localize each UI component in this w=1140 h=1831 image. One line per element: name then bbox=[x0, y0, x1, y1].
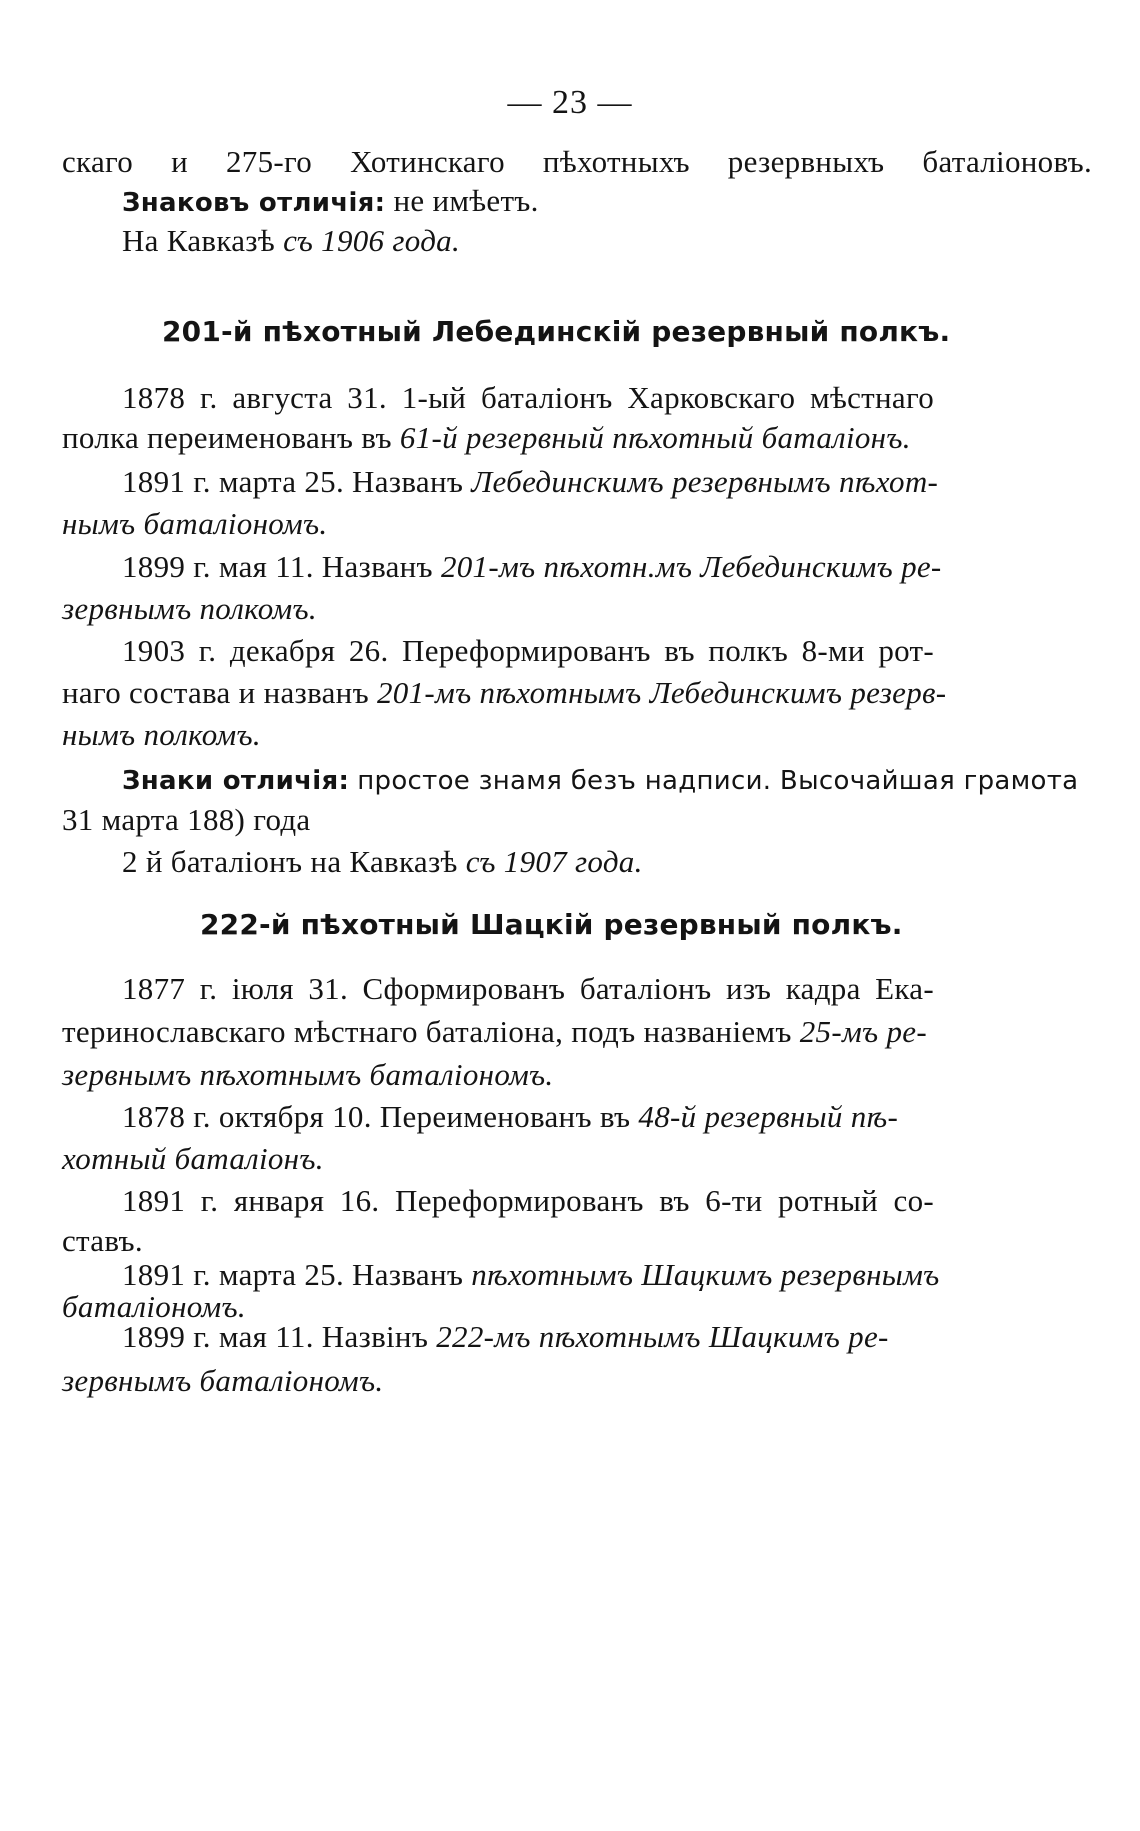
text-line bbox=[122, 548, 942, 586]
text-line bbox=[122, 222, 460, 260]
text-line bbox=[122, 1318, 889, 1356]
italic-span: 25-мъ ре- bbox=[799, 1014, 927, 1049]
italic-span: Лебединскимъ резервнымъ пѣхот- bbox=[471, 464, 939, 499]
text-line bbox=[122, 760, 1078, 800]
italic-span: 201-мъ пѣхотнымъ Лебединскимъ резерв- bbox=[376, 675, 947, 710]
text-span: 1899 г. мая 11. Названъ bbox=[122, 549, 433, 584]
text-line: 1891 г. января 16. Переформированъ въ 6-ти ротный со- bbox=[122, 1183, 934, 1218]
italic-line: зервнымъ пѣхотнымъ баталіономъ. bbox=[62, 1057, 554, 1092]
text-line: 31 марта 188) года bbox=[62, 802, 311, 837]
text-line bbox=[62, 419, 911, 457]
text-span: не имѣетъ. bbox=[393, 183, 539, 218]
text-span: 1878 г. октября 10. Переименованъ въ bbox=[122, 1099, 631, 1134]
text-line bbox=[122, 843, 643, 881]
text-span: 1899 г. мая 11. Назвiнъ bbox=[122, 1319, 429, 1354]
italic-span: съ 1907 года. bbox=[465, 844, 643, 879]
italic-line: хотный баталіонъ. bbox=[62, 1141, 324, 1176]
text-span: простое знамя безъ надписи. Высочайшая грамота bbox=[357, 766, 1079, 796]
italic-span: 61-й резервный пѣхотный баталіонъ. bbox=[399, 420, 911, 455]
text-line bbox=[122, 182, 539, 222]
italic-span: 201-мъ пѣхотн.мъ Лебединскимъ ре- bbox=[440, 549, 942, 584]
text-line bbox=[122, 1098, 898, 1136]
italic-line: нымъ полкомъ. bbox=[62, 717, 261, 752]
page-number: — 23 — bbox=[507, 84, 633, 121]
italic-line: зервнымъ баталіономъ. bbox=[62, 1363, 384, 1398]
text-line bbox=[122, 463, 938, 501]
italic-span: 222-мъ пѣхотнымъ Шацкимъ ре- bbox=[436, 1319, 889, 1354]
text-span: полка переименованъ въ bbox=[62, 420, 392, 455]
text-line bbox=[62, 674, 946, 712]
text-span: наго состава и названъ bbox=[62, 675, 369, 710]
label-distinctions: Знаковъ отличія: bbox=[122, 188, 386, 218]
italic-line: зервнымъ полкомъ. bbox=[62, 591, 317, 626]
text-line: ставъ. bbox=[62, 1223, 143, 1258]
text-line: 1903 г. декабря 26. Переформированъ въ полкъ 8-ми рот- bbox=[122, 633, 934, 668]
text-span: 1891 г. марта 25. Названъ bbox=[122, 1257, 464, 1292]
text-span: 2 й баталіонъ на Кавказѣ bbox=[122, 844, 458, 879]
section-heading: 201-й пѣхотный Лебединскій резервный полкъ. bbox=[162, 315, 951, 348]
text-span: 1891 г. марта 25. Названъ bbox=[122, 464, 464, 499]
text-line: 1878 г. августа 31. 1-ый баталіонъ Харковскаго мѣстнаго bbox=[122, 380, 934, 415]
text-line bbox=[62, 1013, 927, 1051]
text-line: 1877 г. іюля 31. Сформированъ баталіонъ изъ кадра Ека- bbox=[122, 971, 934, 1006]
italic-line: нымъ баталіономъ. bbox=[62, 506, 328, 541]
section-heading: 222-й пѣхотный Шацкій резервный полкъ. bbox=[200, 908, 903, 941]
text-span: На Кавказѣ bbox=[122, 223, 275, 258]
label-distinctions: Знаки отличія: bbox=[122, 766, 350, 796]
text-span: теринославскаго мѣстнаго баталіона, подъ названіемъ bbox=[62, 1014, 792, 1049]
italic-span: пѣхотнымъ Шацкимъ резервнымъ bbox=[471, 1257, 940, 1292]
italic-span: 48-й резервный пѣ- bbox=[638, 1099, 899, 1134]
italic-span: съ 1906 года. bbox=[283, 223, 461, 258]
text-line: скаго и 275-го Хотинскаго пѣхотныхъ резервныхъ баталіоновъ. bbox=[62, 144, 1092, 179]
italic-line: баталіономъ. bbox=[62, 1289, 246, 1324]
